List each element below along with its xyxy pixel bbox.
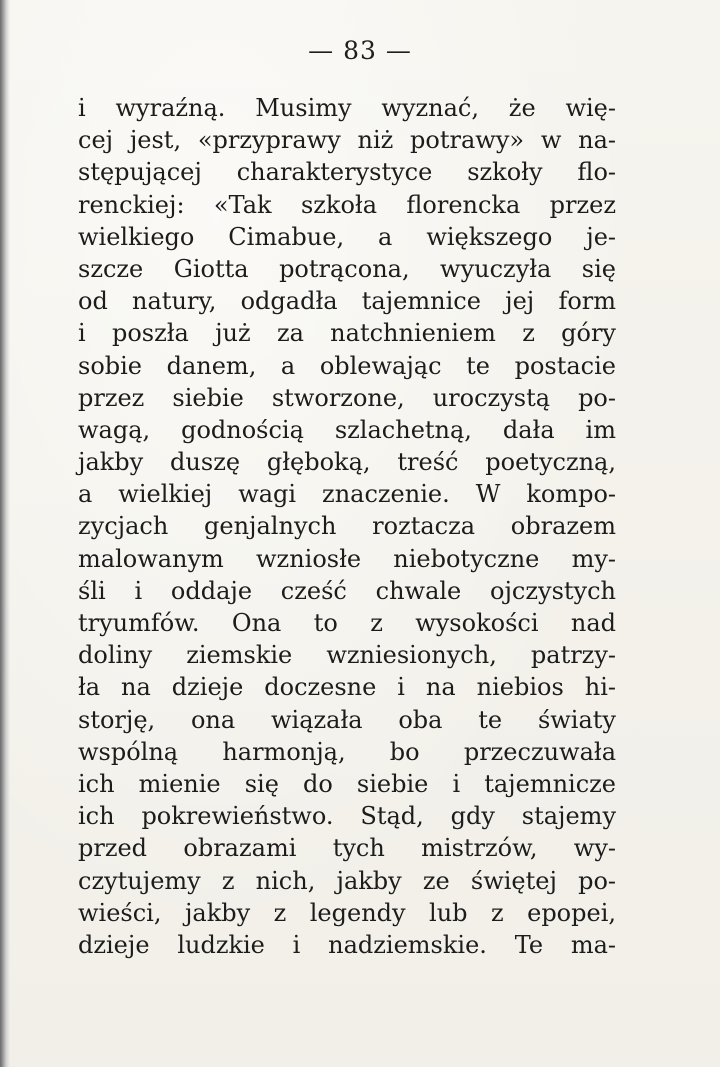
text-line: dzieje ludzkie i nadziemskie. Te ma-	[78, 930, 616, 959]
text-line: jakby duszę głęboką, treść poetyczną,	[78, 448, 616, 477]
text-line: od natury, odgadła tajemnice jej form	[78, 287, 616, 316]
text-line: przed obrazami tych mistrzów, wy-	[78, 834, 616, 863]
text-line: stępującej charakterystyce szkoły flo-	[78, 158, 616, 187]
text-line: tryumfów. Ona to z wysokości nad	[78, 609, 616, 637]
text-line: i wyraźną. Musimy wyznać, że wię-	[78, 94, 616, 122]
text-line: malowanym wzniosłe niebotyczne my-	[78, 544, 616, 573]
text-line: a wielkiej wagi znaczenie. W kompo-	[78, 480, 616, 509]
text-line: ich mienie się do siebie i tajemnicze	[78, 769, 616, 798]
text-line: przez siebie stworzone, uroczystą po-	[78, 383, 616, 412]
text-line: sobie danem, a oblewając te postacie	[78, 351, 616, 380]
page-number: — 83 —	[308, 36, 412, 65]
text-line: ła na dzieje doczesne i na niebios hi-	[78, 673, 616, 702]
text-line: czytujemy z nich, jakby ze świętej po-	[78, 866, 616, 895]
text-line: cej jest, «przyprawy niż potrawy» w na-	[78, 126, 616, 155]
text-line: i poszła już za natchnieniem z góry	[78, 319, 616, 348]
text-line: wspólną harmonją, bo przeczuwała	[78, 737, 616, 766]
text-line: zycjach genjalnych roztacza obrazem	[78, 512, 616, 541]
body-text	[78, 92, 616, 961]
binding-edge	[0, 0, 10, 1067]
text-line: wagą, godnością szlachetną, dała im	[78, 415, 616, 444]
text-line: doliny ziemskie wzniesionych, patrzy-	[78, 641, 616, 670]
text-line: storję, ona wiązała oba te światy	[78, 705, 616, 734]
text-line: wielkiego Cimabue, a większego je-	[78, 222, 616, 251]
text-line: śli i oddaje cześć chwale ojczystych	[78, 576, 616, 605]
text-line: ich pokrewieństwo. Stąd, gdy stajemy	[78, 802, 616, 831]
text-line: szcze Giotta potrącona, wyuczyła się	[78, 254, 616, 283]
text-line: renckiej: «Tak szkoła florencka przez	[78, 190, 616, 219]
text-line: wieści, jakby z legendy lub z epopei,	[78, 898, 616, 927]
